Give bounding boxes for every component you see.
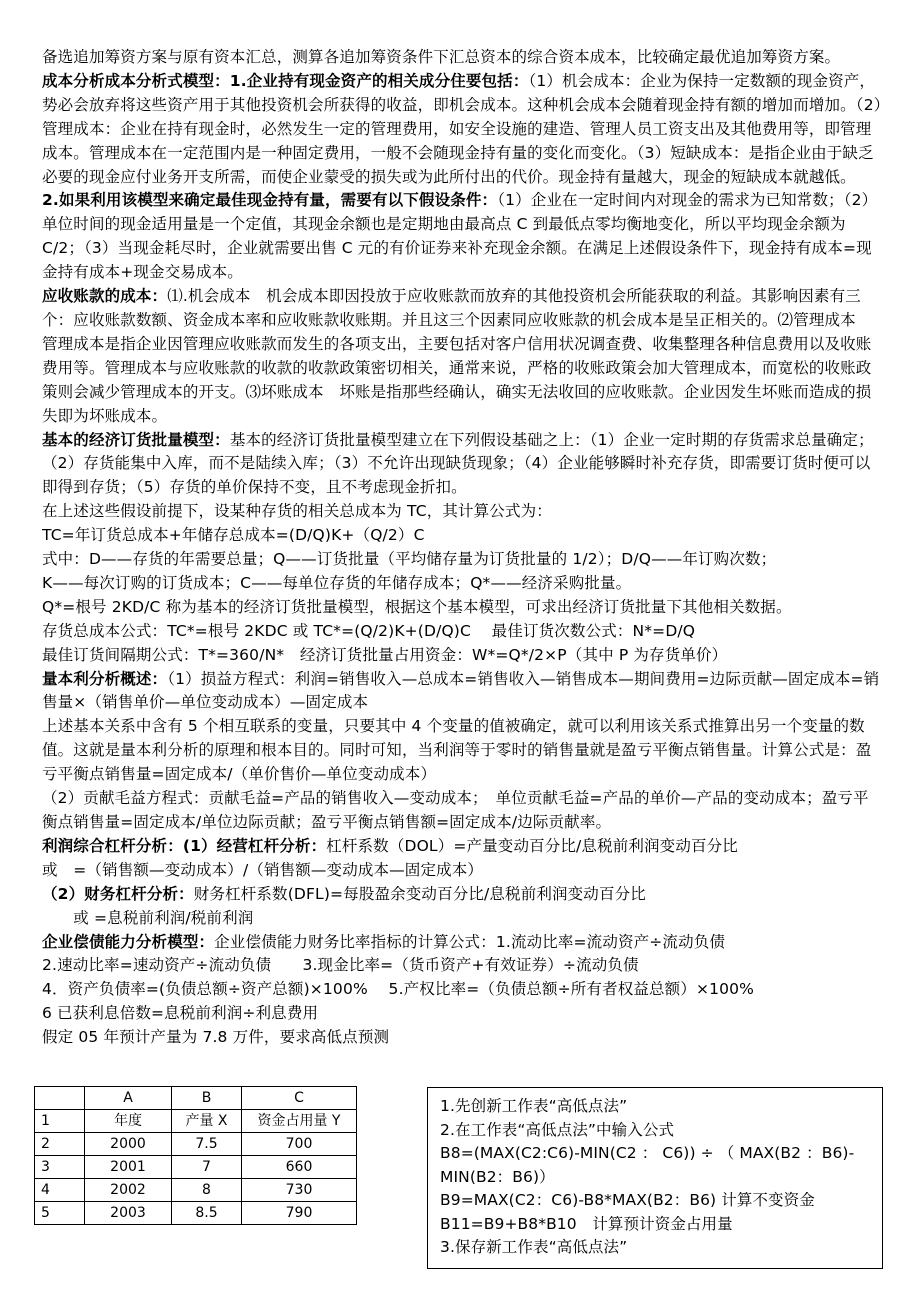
paragraph <box>42 954 884 978</box>
paragraph-text: 4．资产负债率=(负债总额÷资产总额)×100% 5.产权比率=（负债总额÷所有者权益总额）×100% <box>42 980 755 999</box>
table-row <box>35 1202 357 1225</box>
paragraph-text: （1）机会成本：企业为保持一定数额的现金资产，势必会放弃将这些资产用于其他投资机会所获得的收益，即机会成本。这种机会成本会随着现金持有额的增加而增加。（2）管理成本：企业在持有现金时，必然发生一定的管理费用，如安全设施的建造、管理人员工资支出及其他费用等，即管理成本。管理成本在一定范围内是一种固定费用，一般不会随现金持有量的变化而变化。（3）短缺成本：是指企业由于缺乏必要的现金应付业务开支所需，而使企业蒙受的损失或为此所付出的代价。现金持有量越大，现金的短缺成本就越低。 <box>42 71 882 186</box>
row-number-cell: 3 <box>35 1156 85 1179</box>
table-cell: 资金占用量 Y <box>242 1110 357 1133</box>
formula-step: 1.先创新工作表“高低点法” <box>440 1097 628 1115</box>
paragraph <box>42 596 884 620</box>
paragraph-text: 式中：D——存货的年需要总量；Q——订货批量（平均储存量为订货批量的 1/2）；D/Q——年订购次数； <box>42 550 777 569</box>
paragraph <box>42 859 884 883</box>
paragraph <box>42 1026 884 1050</box>
paragraph-text: 备选追加筹资方案与原有资本汇总，测算各追加筹资条件下汇总资本的综合资本成本，比较确定最优追加筹资方案。 <box>42 48 841 66</box>
paragraph-text: Q*=根号 2KD/C 称为基本的经济订货批量模型，根据这个基本模型，可求出经济订货批量下其他相关数据。 <box>42 597 792 616</box>
document-body <box>42 46 884 1050</box>
paragraph <box>42 644 884 668</box>
table-cell: 2002 <box>85 1179 172 1202</box>
table-header-row <box>35 1087 357 1110</box>
row-number-cell: 1 <box>35 1110 85 1133</box>
paragraph <box>42 715 884 787</box>
paragraph-text: K——每次订购的订货成本；C——每单位存货的年储存成本；Q*——经济采购批量。 <box>42 573 632 592</box>
paragraph <box>42 620 884 644</box>
table-row <box>35 1179 357 1202</box>
table-row <box>35 1156 357 1179</box>
paragraph-heading: 利润综合杠杆分析：(1）经营杠杆分析： <box>42 836 327 855</box>
paragraph-text: 杠杆系数（DOL）=产量变动百分比/息税前利润变动百分比 <box>326 836 738 855</box>
paragraph <box>42 524 884 548</box>
formula-step: B9=MAX(C2：C6)-B8*MAX(B2：B6) 计算不变资金 <box>440 1191 815 1209</box>
paragraph <box>42 548 884 572</box>
table-cell: 年度 <box>85 1110 172 1133</box>
table-cell: 790 <box>242 1202 357 1225</box>
formula-steps-box <box>427 1087 883 1269</box>
paragraph-text: （1）企业在一定时间内对现金的需求为已知常数；（2）单位时间的现金适用量是一个定值，其现金余额也是定期地由最高点 C 到最低点零均衡地变化，所以平均现金余额为 C/2；（3）当现金耗尽时，企业就需要出售 C 元的有价证券来补充现金余额。在满足上述假设条件下，现金持有成本=现金持有成本+现金交易成本。 <box>42 191 878 282</box>
paragraph-heading: 基本的经济订货批量模型： <box>42 430 230 449</box>
paragraph-text: 2.速动比率=速动资产÷流动负债 3.现金比率=（货币资产+有效证券）÷流动负债 <box>42 956 639 975</box>
formula-step: B11=B9+B8*B10 计算预计资金占用量 <box>440 1214 733 1233</box>
paragraph <box>42 1002 884 1026</box>
paragraph-text: TC=年订货总成本+年储存总成本=(D/Q)K+（Q/2）C <box>42 526 425 545</box>
table-cell: 2000 <box>85 1133 172 1156</box>
paragraph <box>42 285 884 428</box>
paragraph <box>42 668 884 716</box>
table-cell: 700 <box>242 1133 357 1156</box>
table-cell: 2003 <box>85 1202 172 1225</box>
paragraph-text: 或 =息税前利润/税前利润 <box>42 908 254 927</box>
paragraph-text: 企业偿债能力财务比率指标的计算公式：1.流动比率=流动资产÷流动负债 <box>214 932 726 951</box>
paragraph-text: 或 =（销售额—变动成本）/（销售额—变动成本—固定成本） <box>42 860 484 879</box>
paragraph-text: 基本的经济订货批量模型建立在下列假设基础之上：（1）企业一定时期的存货需求总量确定；（2）存货能集中入库，而不是陆续入库；（3）不允许出现缺货现象；（4）企业能够瞬时补充存货，即需要订货时便可以即得到存货；（5）存货的单价保持不变，且不考虑现金折扣。 <box>42 430 874 497</box>
table-cell: 7.5 <box>172 1133 242 1156</box>
paragraph-text: 上述基本关系中含有 5 个相互联系的变量，只要其中 4 个变量的值被确定，就可以利用该关系式推算出另一个变量的数值。这就是量本利分析的原理和根本目的。同时可知，当利润等于零时的销售量就是盈亏平衡点销售量。计算公式是：盈亏平衡点销售量=固定成本/（单价售价—单位变动成本） <box>42 717 872 784</box>
data-table <box>34 1086 357 1225</box>
paragraph-text: 存货总成本公式：TC*=根号 2KDC 或 TC*=(Q/2)K+(D/Q)C 最佳订货次数公式：N*=D/Q <box>42 621 696 640</box>
table-cell: 730 <box>242 1179 357 1202</box>
paragraph-heading: 应收账款的成本： <box>42 287 168 306</box>
formula-step: 2.在工作表“高低点法”中输入公式 <box>440 1120 675 1139</box>
table-cell: 7 <box>172 1156 242 1179</box>
paragraph <box>42 500 884 524</box>
formula-step: 3.保存新工作表“高低点法” <box>440 1238 628 1256</box>
paragraph-heading: 2.如果利用该模型来确定最佳现金持有量，需要有以下假设条件： <box>42 191 498 210</box>
table-cell: 2001 <box>85 1156 172 1179</box>
table-cell: 660 <box>242 1156 357 1179</box>
paragraph <box>42 883 884 907</box>
formula-step: B8=(MAX(C2:C6)-MIN(C2 ： C6)) ÷ （ MAX(B2 ：B6)-MIN(B2：B6)） <box>440 1144 855 1186</box>
paragraph <box>42 46 884 70</box>
paragraph-text: 在上述这些假设前提下，设某种存货的相关总成本为 TC，其计算公式为： <box>42 502 552 521</box>
table-cell: 8 <box>172 1179 242 1202</box>
table-cell: 8.5 <box>172 1202 242 1225</box>
example-section <box>34 1086 894 1296</box>
paragraph-text: （1）损益方程式：利润=销售收入—总成本=销售收入—销售成本—期间费用=边际贡献—固定成本=销售量×（销售单价—单位变动成本）—固定成本 <box>42 669 880 712</box>
paragraph-heading: 成本分析成本分析式模型：1.企业持有现金资产的相关成分住要包括： <box>42 71 529 90</box>
paragraph <box>42 429 884 501</box>
paragraph <box>42 572 884 596</box>
column-header: C <box>242 1087 357 1110</box>
paragraph-text: （2）贡献毛益方程式：贡献毛益=产品的销售收入—变动成本； 单位贡献毛益=产品的单价—产品的变动成本；盈亏平衡点销售量=固定成本/单位边际贡献；盈亏平衡点销售额=固定成本/边际贡献率。 <box>42 789 869 831</box>
paragraph <box>42 907 884 931</box>
paragraph <box>42 787 884 835</box>
column-header: B <box>172 1087 242 1110</box>
paragraph <box>42 978 884 1002</box>
table-cell: 产量 X <box>172 1110 242 1133</box>
column-header: A <box>85 1087 172 1110</box>
row-number-cell: 5 <box>35 1202 85 1225</box>
table-row <box>35 1110 357 1133</box>
paragraph <box>42 931 884 955</box>
table-row <box>35 1133 357 1156</box>
paragraph-heading: 量本利分析概述： <box>42 669 168 688</box>
table-corner-cell <box>35 1087 85 1110</box>
paragraph-text: 最佳订货间隔期公式：T*=360/N* 经济订货批量占用资金：W*=Q*/2×P（其中 P 为存货单价） <box>42 645 728 664</box>
paragraph-text: 假定 05 年预计产量为 7.8 万件，要求高低点预测 <box>42 1028 390 1047</box>
paragraph <box>42 835 884 859</box>
paragraph <box>42 70 884 190</box>
paragraph-text: ⑴.机会成本 机会成本即因投放于应收账款而放弃的其他投资机会所能获取的利益。其影响因素有三个：应收账款数额、资金成本率和应收账款收账期。并且这三个因素同应收账款的机会成本是呈正相关的。⑵管理成本 管理成本是指企业因管理应收账款而发生的各项支出，主要包括对客户信用状况调查费、收集整理各种信息费用以及收账费用等。管理成本与应收账款的收款的收款政策密切相关，通常来说，严格的收账政策会加大管理成本，而宽松的收账政策则会减少管理成本的开支。⑶坏账成本 坏账是指那些经确认，确实无法收回的应收账款。企业因发生坏账而造成的损失即为坏账成本。 <box>42 287 872 425</box>
paragraph-text: 财务杠杆系数(DFL)=每股盈余变动百分比/息税前利润变动百分比 <box>193 884 646 903</box>
paragraph <box>42 189 884 285</box>
row-number-cell: 2 <box>35 1133 85 1156</box>
paragraph-heading: （2）财务杠杆分析： <box>42 884 194 903</box>
paragraph-heading: 企业偿债能力分析模型： <box>42 932 215 951</box>
row-number-cell: 4 <box>35 1179 85 1202</box>
paragraph-text: 6 已获利息倍数=息税前利润÷利息费用 <box>42 1004 319 1023</box>
